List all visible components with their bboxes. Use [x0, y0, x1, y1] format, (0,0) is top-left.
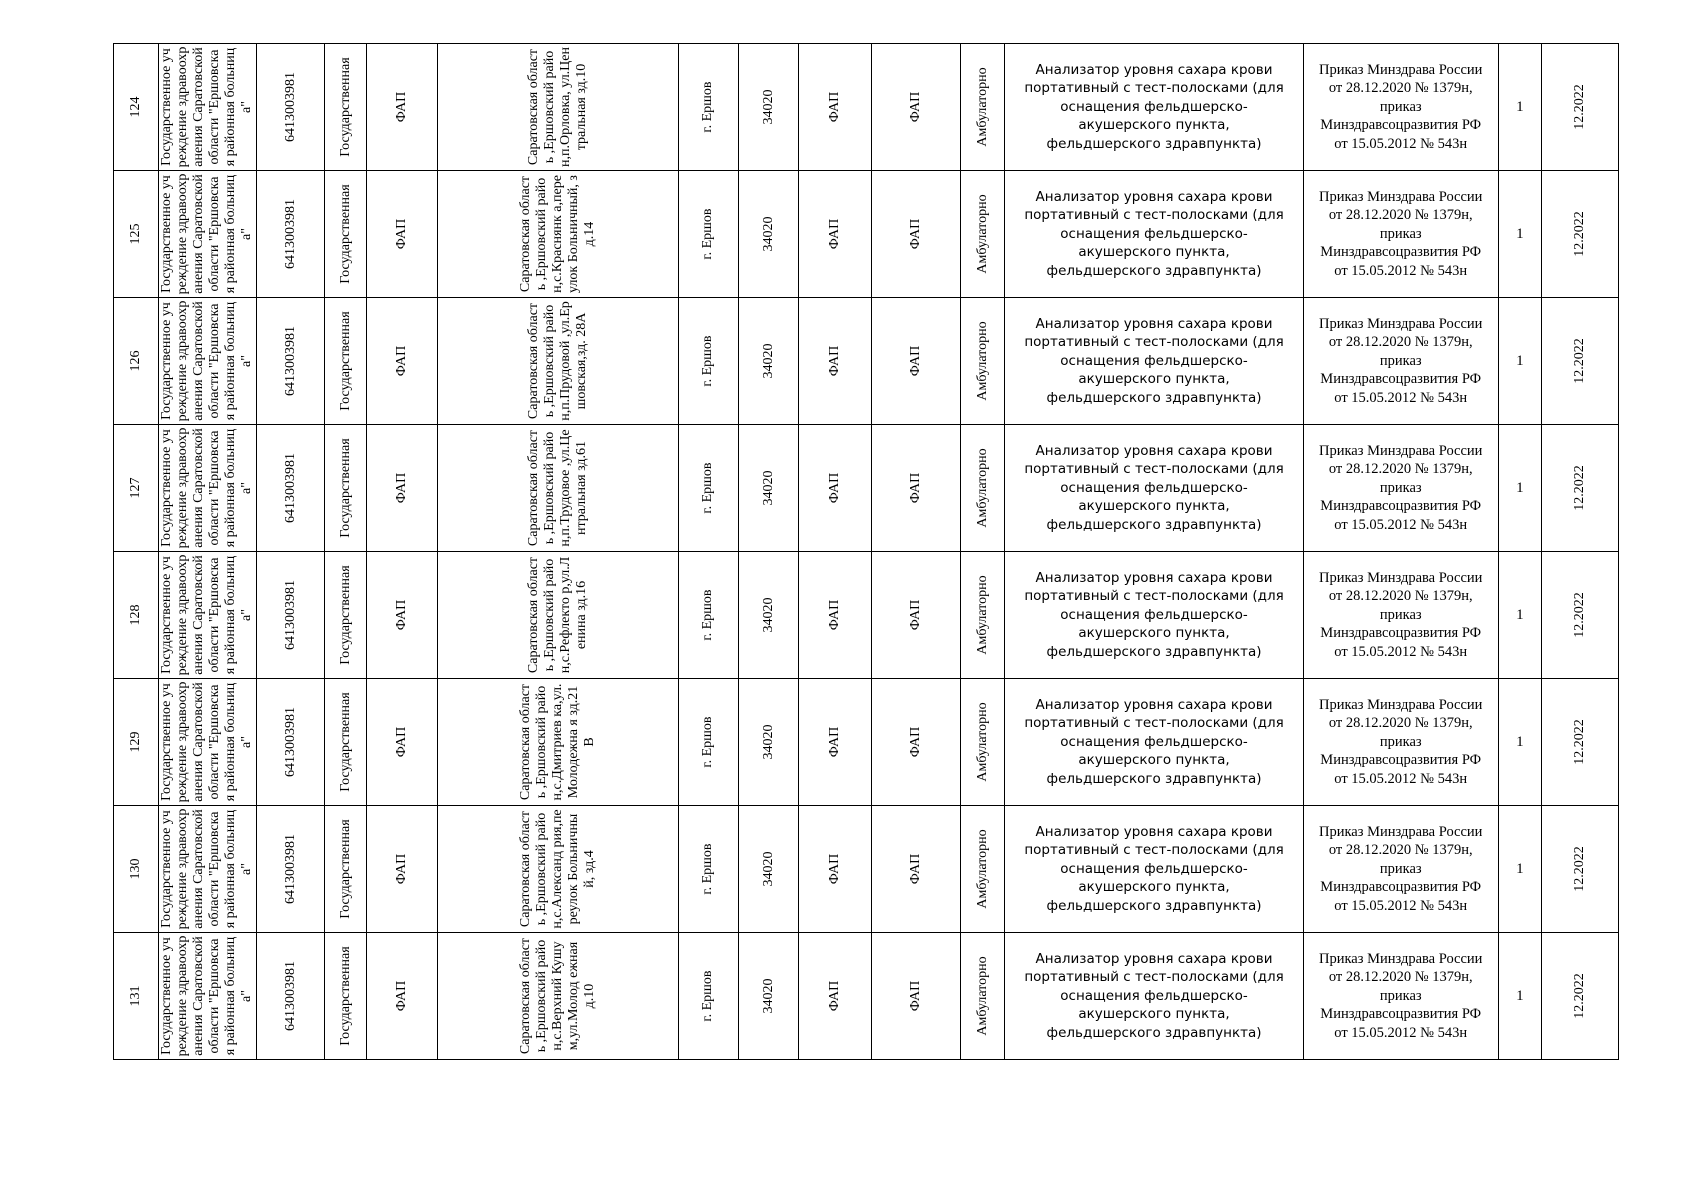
- locality-cell: [678, 552, 738, 679]
- date-cell: [1542, 933, 1619, 1060]
- inn-text: 6413003981: [282, 453, 298, 523]
- subdivision-text: ФАП: [907, 218, 923, 250]
- address-text: Саратовская область ,Ершовский район,п.Орловка, ул.Центральная зд.10: [526, 47, 590, 167]
- date-cell: [1542, 806, 1619, 933]
- care-form-cell: [960, 933, 1005, 1060]
- inn-text: 6413003981: [282, 961, 298, 1031]
- subdivision-text: ФАП: [907, 599, 923, 631]
- division-text: ФАП: [826, 345, 842, 377]
- care-form-cell: [960, 552, 1005, 679]
- table-row: [114, 425, 1619, 552]
- quantity-cell: 1: [1498, 806, 1542, 933]
- equipment-cell: Анализатор уровня сахара крови портативный с тест-полосками (для оснащения фельдшерско-акушерского пункта, фельдшерского здравпункта): [1005, 425, 1304, 552]
- locality-cell: [678, 806, 738, 933]
- equipment-table: [113, 43, 1619, 1060]
- subdivision-cell: [871, 171, 960, 298]
- unit-type-cell: [366, 552, 438, 679]
- row-number-text: 126: [127, 350, 143, 372]
- code-text: 34020: [760, 89, 776, 125]
- locality-text: г. Ершов: [700, 81, 716, 133]
- locality-text: г. Ершов: [700, 843, 716, 895]
- row-number-text: 130: [127, 858, 143, 880]
- row-number-text: 131: [127, 985, 143, 1007]
- locality-text: г. Ершов: [700, 208, 716, 260]
- ownership-cell: [325, 298, 366, 425]
- date-cell: [1542, 552, 1619, 679]
- care-form-cell: [960, 679, 1005, 806]
- unit-type-cell: [366, 806, 438, 933]
- ownership-cell: [325, 425, 366, 552]
- institution-cell: [158, 298, 256, 425]
- locality-cell: [678, 44, 738, 171]
- quantity-cell: 1: [1498, 552, 1542, 679]
- institution-text: Государственное учреждение здравоохранения Саратовской области "Ершовская районная больница": [159, 808, 255, 930]
- division-cell: [799, 298, 872, 425]
- unit-type-cell: [366, 679, 438, 806]
- row-number-cell: [114, 425, 159, 552]
- row-number-cell: [114, 171, 159, 298]
- institution-text: Государственное учреждение здравоохранения Саратовской области "Ершовская районная больница": [159, 46, 255, 168]
- code-text: 34020: [760, 597, 776, 633]
- institution-cell: [158, 806, 256, 933]
- ownership-text: Государственная: [337, 57, 353, 157]
- care-form-text: Амбулаторно: [974, 956, 990, 1036]
- care-form-text: Амбулаторно: [974, 829, 990, 909]
- care-form-text: Амбулаторно: [974, 448, 990, 528]
- code-text: 34020: [760, 470, 776, 506]
- care-form-text: Амбулаторно: [974, 321, 990, 401]
- quantity-cell: 1: [1498, 298, 1542, 425]
- division-cell: [799, 44, 872, 171]
- inn-text: 6413003981: [282, 199, 298, 269]
- care-form-cell: [960, 171, 1005, 298]
- order-cell: Приказ Минздрава России от 28.12.2020 № 1379н, приказ Минздравсоцразвития РФ от 15.05.2012 № 543н: [1303, 44, 1498, 171]
- date-text: 12.2022: [1572, 465, 1588, 511]
- date-text: 12.2022: [1572, 846, 1588, 892]
- care-form-text: Амбулаторно: [974, 575, 990, 655]
- subdivision-cell: [871, 44, 960, 171]
- ownership-cell: [325, 44, 366, 171]
- order-cell: Приказ Минздрава России от 28.12.2020 № 1379н, приказ Минздравсоцразвития РФ от 15.05.2012 № 543н: [1303, 933, 1498, 1060]
- ownership-cell: [325, 933, 366, 1060]
- division-cell: [799, 679, 872, 806]
- code-text: 34020: [760, 851, 776, 887]
- code-cell: [738, 806, 798, 933]
- inn-text: 6413003981: [282, 326, 298, 396]
- date-text: 12.2022: [1572, 84, 1588, 130]
- unit-type-text: ФАП: [394, 980, 410, 1012]
- institution-text: Государственное учреждение здравоохранения Саратовской области "Ершовская районная больница": [159, 173, 255, 295]
- unit-type-text: ФАП: [394, 599, 410, 631]
- date-text: 12.2022: [1572, 338, 1588, 384]
- ownership-text: Государственная: [337, 819, 353, 919]
- care-form-text: Амбулаторно: [974, 67, 990, 147]
- table-row: [114, 806, 1619, 933]
- table-row: [114, 298, 1619, 425]
- subdivision-cell: [871, 933, 960, 1060]
- institution-cell: [158, 933, 256, 1060]
- division-cell: [799, 552, 872, 679]
- inn-cell: [257, 44, 325, 171]
- inn-cell: [257, 933, 325, 1060]
- address-text: Саратовская область ,Ершовский район,с.Верхний Кушум,ул.Молод ежная д.10: [518, 937, 598, 1055]
- address-text: Саратовская область ,Ершовский район,п.Трудовое ,ул.Центральная зд.61: [526, 429, 590, 547]
- ownership-cell: [325, 171, 366, 298]
- locality-cell: [678, 298, 738, 425]
- institution-cell: [158, 171, 256, 298]
- division-cell: [799, 425, 872, 552]
- unit-type-text: ФАП: [394, 218, 410, 250]
- unit-type-cell: [366, 425, 438, 552]
- unit-type-cell: [366, 171, 438, 298]
- division-cell: [799, 171, 872, 298]
- unit-type-cell: [366, 933, 438, 1060]
- date-text: 12.2022: [1572, 719, 1588, 765]
- care-form-text: Амбулаторно: [974, 194, 990, 274]
- care-form-cell: [960, 44, 1005, 171]
- date-cell: [1542, 171, 1619, 298]
- order-cell: Приказ Минздрава России от 28.12.2020 № 1379н, приказ Минздравсоцразвития РФ от 15.05.2012 № 543н: [1303, 425, 1498, 552]
- row-number-text: 124: [127, 96, 143, 118]
- institution-cell: [158, 44, 256, 171]
- date-text: 12.2022: [1572, 592, 1588, 638]
- division-cell: [799, 933, 872, 1060]
- locality-text: г. Ершов: [700, 462, 716, 514]
- ownership-cell: [325, 679, 366, 806]
- division-text: ФАП: [826, 853, 842, 885]
- table-row: [114, 933, 1619, 1060]
- address-cell: [438, 552, 678, 679]
- division-text: ФАП: [826, 472, 842, 504]
- code-text: 34020: [760, 978, 776, 1014]
- table-row: [114, 171, 1619, 298]
- address-text: Саратовская область ,Ершовский район,п.Прудовой ,ул.Ершовская,зд. 28А: [526, 301, 590, 421]
- ownership-text: Государственная: [337, 946, 353, 1046]
- date-cell: [1542, 44, 1619, 171]
- equipment-cell: Анализатор уровня сахара крови портативный с тест-полосками (для оснащения фельдшерско-акушерского пункта, фельдшерского здравпункта): [1005, 298, 1304, 425]
- code-cell: [738, 298, 798, 425]
- address-cell: [438, 44, 678, 171]
- address-text: Саратовская область ,Ершовский район,с.Краснянк а,переулок Больничный, зд.14: [518, 175, 598, 293]
- address-cell: [438, 806, 678, 933]
- institution-text: Государственное учреждение здравоохранения Саратовской области "Ершовская районная больница": [159, 554, 255, 676]
- institution-text: Государственное учреждение здравоохранения Саратовской области "Ершовская районная больница": [159, 935, 255, 1057]
- subdivision-cell: [871, 552, 960, 679]
- locality-cell: [678, 425, 738, 552]
- subdivision-text: ФАП: [907, 472, 923, 504]
- institution-text: Государственное учреждение здравоохранения Саратовской области "Ершовская районная больница": [159, 427, 255, 549]
- subdivision-cell: [871, 425, 960, 552]
- institution-cell: [158, 425, 256, 552]
- inn-cell: [257, 806, 325, 933]
- code-cell: [738, 933, 798, 1060]
- locality-text: г. Ершов: [700, 589, 716, 641]
- subdivision-cell: [871, 806, 960, 933]
- code-cell: [738, 425, 798, 552]
- row-number-cell: [114, 44, 159, 171]
- code-text: 34020: [760, 216, 776, 252]
- ownership-text: Государственная: [337, 184, 353, 284]
- inn-cell: [257, 679, 325, 806]
- quantity-cell: 1: [1498, 44, 1542, 171]
- inn-text: 6413003981: [282, 707, 298, 777]
- order-cell: Приказ Минздрава России от 28.12.2020 № 1379н, приказ Минздравсоцразвития РФ от 15.05.2012 № 543н: [1303, 806, 1498, 933]
- address-text: Саратовская область ,Ершовский район,с.Дмитриев ка,ул.Молодежна я зд.21В: [518, 683, 598, 801]
- date-cell: [1542, 298, 1619, 425]
- locality-text: г. Ершов: [700, 970, 716, 1022]
- row-number-cell: [114, 679, 159, 806]
- ownership-cell: [325, 806, 366, 933]
- row-number-text: 128: [127, 604, 143, 626]
- row-number-cell: [114, 552, 159, 679]
- address-cell: [438, 933, 678, 1060]
- inn-text: 6413003981: [282, 834, 298, 904]
- inn-cell: [257, 552, 325, 679]
- subdivision-text: ФАП: [907, 345, 923, 377]
- locality-text: г. Ершов: [700, 716, 716, 768]
- division-text: ФАП: [826, 91, 842, 123]
- unit-type-text: ФАП: [394, 853, 410, 885]
- address-text: Саратовская область ,Ершовский район,с.Рефлекто р,ул.Ленина зд.16: [526, 556, 590, 674]
- unit-type-cell: [366, 298, 438, 425]
- institution-text: Государственное учреждение здравоохранения Саратовской области "Ершовская районная больница": [159, 300, 255, 422]
- division-text: ФАП: [826, 218, 842, 250]
- date-cell: [1542, 679, 1619, 806]
- unit-type-text: ФАП: [394, 345, 410, 377]
- division-text: ФАП: [826, 726, 842, 758]
- address-cell: [438, 298, 678, 425]
- equipment-table-sheet: [113, 43, 1619, 1060]
- division-cell: [799, 806, 872, 933]
- division-text: ФАП: [826, 980, 842, 1012]
- quantity-cell: 1: [1498, 679, 1542, 806]
- equipment-cell: Анализатор уровня сахара крови портативный с тест-полосками (для оснащения фельдшерско-акушерского пункта, фельдшерского здравпункта): [1005, 806, 1304, 933]
- order-cell: Приказ Минздрава России от 28.12.2020 № 1379н, приказ Минздравсоцразвития РФ от 15.05.2012 № 543н: [1303, 679, 1498, 806]
- row-number-cell: [114, 933, 159, 1060]
- row-number-text: 127: [127, 477, 143, 499]
- order-cell: Приказ Минздрава России от 28.12.2020 № 1379н, приказ Минздравсоцразвития РФ от 15.05.2012 № 543н: [1303, 171, 1498, 298]
- locality-cell: [678, 171, 738, 298]
- address-cell: [438, 679, 678, 806]
- inn-text: 6413003981: [282, 580, 298, 650]
- subdivision-text: ФАП: [907, 726, 923, 758]
- quantity-cell: 1: [1498, 933, 1542, 1060]
- subdivision-text: ФАП: [907, 980, 923, 1012]
- code-text: 34020: [760, 724, 776, 760]
- code-cell: [738, 552, 798, 679]
- row-number-text: 129: [127, 731, 143, 753]
- address-cell: [438, 171, 678, 298]
- subdivision-text: ФАП: [907, 91, 923, 123]
- address-cell: [438, 425, 678, 552]
- care-form-text: Амбулаторно: [974, 702, 990, 782]
- subdivision-cell: [871, 679, 960, 806]
- code-cell: [738, 171, 798, 298]
- institution-cell: [158, 679, 256, 806]
- equipment-cell: Анализатор уровня сахара крови портативный с тест-полосками (для оснащения фельдшерско-акушерского пункта, фельдшерского здравпункта): [1005, 933, 1304, 1060]
- code-text: 34020: [760, 343, 776, 379]
- code-cell: [738, 679, 798, 806]
- locality-cell: [678, 933, 738, 1060]
- inn-text: 6413003981: [282, 72, 298, 142]
- equipment-cell: Анализатор уровня сахара крови портативный с тест-полосками (для оснащения фельдшерско-акушерского пункта, фельдшерского здравпункта): [1005, 171, 1304, 298]
- unit-type-text: ФАП: [394, 472, 410, 504]
- care-form-cell: [960, 298, 1005, 425]
- row-number-text: 125: [127, 223, 143, 245]
- equipment-cell: Анализатор уровня сахара крови портативный с тест-полосками (для оснащения фельдшерско-акушерского пункта, фельдшерского здравпункта): [1005, 44, 1304, 171]
- order-cell: Приказ Минздрава России от 28.12.2020 № 1379н, приказ Минздравсоцразвития РФ от 15.05.2012 № 543н: [1303, 298, 1498, 425]
- unit-type-cell: [366, 44, 438, 171]
- locality-text: г. Ершов: [700, 335, 716, 387]
- table-row: [114, 679, 1619, 806]
- row-number-cell: [114, 298, 159, 425]
- table-row: [114, 44, 1619, 171]
- quantity-cell: 1: [1498, 425, 1542, 552]
- date-text: 12.2022: [1572, 211, 1588, 257]
- inn-cell: [257, 425, 325, 552]
- address-text: Саратовская область ,Ершовский район,с.Александ рия,переулок Больничный, зд.4: [518, 809, 598, 929]
- locality-cell: [678, 679, 738, 806]
- institution-cell: [158, 552, 256, 679]
- date-cell: [1542, 425, 1619, 552]
- ownership-text: Государственная: [337, 692, 353, 792]
- subdivision-text: ФАП: [907, 853, 923, 885]
- subdivision-cell: [871, 298, 960, 425]
- equipment-cell: Анализатор уровня сахара крови портативный с тест-полосками (для оснащения фельдшерско-акушерского пункта, фельдшерского здравпункта): [1005, 552, 1304, 679]
- inn-cell: [257, 171, 325, 298]
- equipment-cell: Анализатор уровня сахара крови портативный с тест-полосками (для оснащения фельдшерско-акушерского пункта, фельдшерского здравпункта): [1005, 679, 1304, 806]
- ownership-text: Государственная: [337, 565, 353, 665]
- ownership-text: Государственная: [337, 311, 353, 411]
- quantity-cell: 1: [1498, 171, 1542, 298]
- row-number-cell: [114, 806, 159, 933]
- care-form-cell: [960, 425, 1005, 552]
- unit-type-text: ФАП: [394, 91, 410, 123]
- ownership-text: Государственная: [337, 438, 353, 538]
- code-cell: [738, 44, 798, 171]
- care-form-cell: [960, 806, 1005, 933]
- table-row: [114, 552, 1619, 679]
- division-text: ФАП: [826, 599, 842, 631]
- institution-text: Государственное учреждение здравоохранения Саратовской области "Ершовская районная больница": [159, 681, 255, 803]
- inn-cell: [257, 298, 325, 425]
- order-cell: Приказ Минздрава России от 28.12.2020 № 1379н, приказ Минздравсоцразвития РФ от 15.05.2012 № 543н: [1303, 552, 1498, 679]
- ownership-cell: [325, 552, 366, 679]
- date-text: 12.2022: [1572, 973, 1588, 1019]
- unit-type-text: ФАП: [394, 726, 410, 758]
